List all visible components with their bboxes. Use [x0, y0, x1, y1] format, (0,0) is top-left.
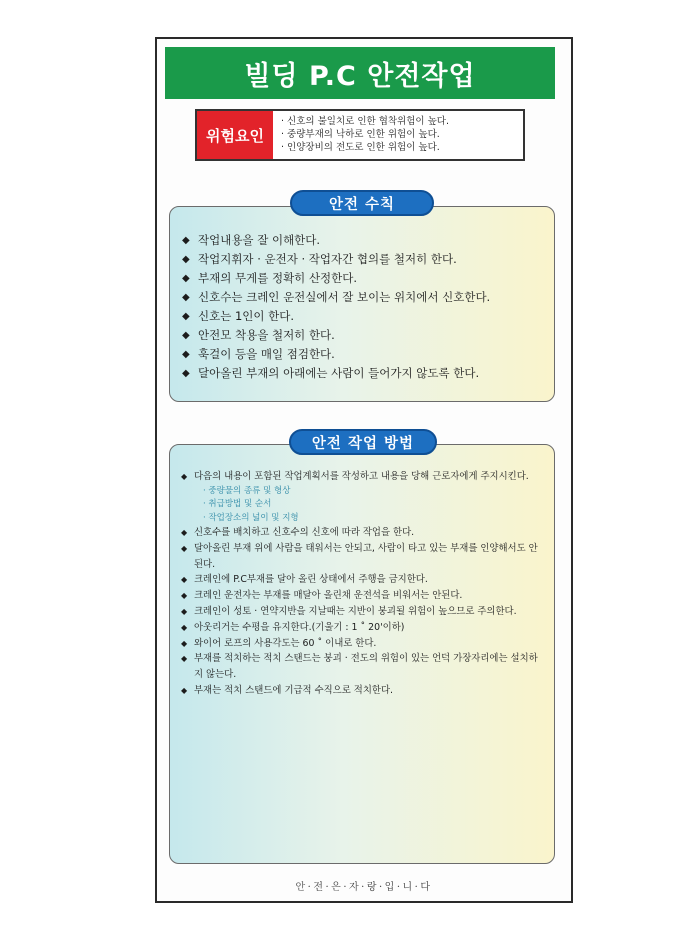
- safety-rules-list: [174, 231, 546, 383]
- hazard-item: · 신호의 불일치로 인한 협착위험이 높다.: [281, 116, 449, 127]
- poster-frame: [155, 37, 573, 903]
- method-text: 크레인이 성토 · 연약지반을 지날때는 지반이 붕괴될 위험이 높으므로 주의한다.: [194, 606, 517, 617]
- poster-title: 빌딩 P.C 안전작업: [165, 47, 555, 99]
- footer-slogan: 안·전·은·자·랑·입·니·다: [295, 882, 433, 893]
- list-item: [174, 269, 546, 288]
- list-item: [174, 345, 546, 364]
- method-text: 아웃리거는 수평을 유지한다.(기울기 : 1 ˚ 20'이하): [194, 621, 405, 633]
- method-text: 부재는 적치 스탠드에 기급적 수직으로 적치한다.: [194, 684, 394, 696]
- list-item: [174, 364, 546, 383]
- method-text: 크레인 운전자는 부재를 매달아 올린채 운전석을 비워서는 안된다.: [194, 590, 463, 602]
- diamond-bullet-icon: ◆: [181, 543, 188, 553]
- hazard-box: [195, 109, 525, 161]
- method-text: 달아올린 부재 위에 사람을 태워서는 안되고, 사람이 타고 있는 부재를 인양해서도 안된다.: [194, 542, 538, 570]
- list-item: [174, 636, 546, 652]
- rule-text: 작업지휘자 · 운전자 · 작업자간 협의를 철저히 한다.: [198, 252, 457, 266]
- rule-text: 신호수는 크레인 운전실에서 잘 보이는 위치에서 신호한다.: [198, 290, 491, 304]
- list-item: [174, 604, 546, 620]
- diamond-bullet-icon: ◆: [181, 591, 188, 601]
- rule-text: 작업내용을 잘 이해한다.: [198, 233, 321, 247]
- list-item: [174, 572, 546, 588]
- list-item: [174, 469, 546, 485]
- list-item: [174, 326, 546, 345]
- hazard-list: [273, 111, 523, 159]
- diamond-bullet-icon: ◆: [181, 575, 188, 585]
- method-text: 다음의 내용이 포함된 작업계획서를 작성하고 내용을 당해 근로자에게 주지시킨다.: [194, 471, 529, 482]
- diamond-bullet-icon: ◆: [181, 654, 188, 664]
- rule-text: 부재의 무게를 정확히 산정한다.: [198, 271, 358, 285]
- list-item: [174, 541, 546, 573]
- sub-item: · 작업장소의 넓이 및 지형: [203, 512, 299, 523]
- list-item: [174, 683, 546, 699]
- work-methods-list: [174, 469, 546, 485]
- work-methods-heading: 안전 작업 방법: [289, 429, 437, 455]
- method-text: 와이어 로프의 사용각도는 60 ˚ 이내로 한다.: [194, 637, 377, 649]
- diamond-bullet-icon: ◆: [181, 528, 188, 538]
- diamond-bullet-icon: ◆: [182, 349, 190, 360]
- diamond-bullet-icon: ◆: [181, 622, 188, 632]
- method-text: 크레인에 P.C부재를 달아 올린 상태에서 주행을 금지한다.: [194, 574, 428, 586]
- list-item: [174, 250, 546, 269]
- sub-item: · 취급방법 및 순서: [203, 499, 272, 510]
- method-text: 신호수를 배치하고 신호수의 신호에 따라 작업을 한다.: [194, 527, 415, 539]
- list-item: [174, 307, 546, 326]
- list-item: [174, 620, 546, 636]
- work-methods-list: [174, 525, 546, 699]
- list-item: [174, 651, 546, 683]
- diamond-bullet-icon: ◆: [181, 638, 188, 648]
- list-item: [174, 231, 546, 250]
- rule-text: 신호는 1인이 한다.: [198, 309, 295, 323]
- safety-rules-heading: 안전 수칙: [290, 190, 434, 216]
- sub-item: · 중량물의 종류 및 형상: [203, 485, 291, 496]
- rule-text: 훅걸이 등을 매일 점검한다.: [198, 347, 335, 361]
- diamond-bullet-icon: ◆: [182, 273, 190, 284]
- diamond-bullet-icon: ◆: [182, 330, 190, 341]
- diamond-bullet-icon: ◆: [182, 235, 190, 246]
- rule-text: 달아올린 부재의 아래에는 사람이 들어가지 않도록 한다.: [198, 366, 480, 380]
- hazard-label: 위험요인: [197, 111, 273, 159]
- diamond-bullet-icon: ◆: [182, 368, 190, 379]
- list-item: [174, 288, 546, 307]
- hazard-item: · 중량부재의 낙하로 인한 위험이 높다.: [281, 129, 440, 140]
- diamond-bullet-icon: ◆: [181, 607, 188, 616]
- method-text: 부재를 적치하는 적치 스탠드는 붕괴 · 전도의 위험이 있는 언덕 가장자리에는 설치하지 않는다.: [194, 653, 538, 681]
- diamond-bullet-icon: ◆: [182, 254, 190, 265]
- diamond-bullet-icon: ◆: [181, 685, 188, 695]
- list-item: [174, 525, 546, 541]
- safety-rules-box: [169, 206, 555, 402]
- list-item: [174, 588, 546, 604]
- diamond-bullet-icon: ◆: [181, 472, 188, 481]
- rule-text: 안전모 착용을 철저히 한다.: [198, 328, 335, 342]
- hazard-item: · 인양장비의 전도로 인한 위험이 높다.: [281, 142, 440, 153]
- diamond-bullet-icon: ◆: [182, 311, 190, 322]
- diamond-bullet-icon: ◆: [182, 292, 190, 303]
- work-methods-box: [169, 444, 555, 864]
